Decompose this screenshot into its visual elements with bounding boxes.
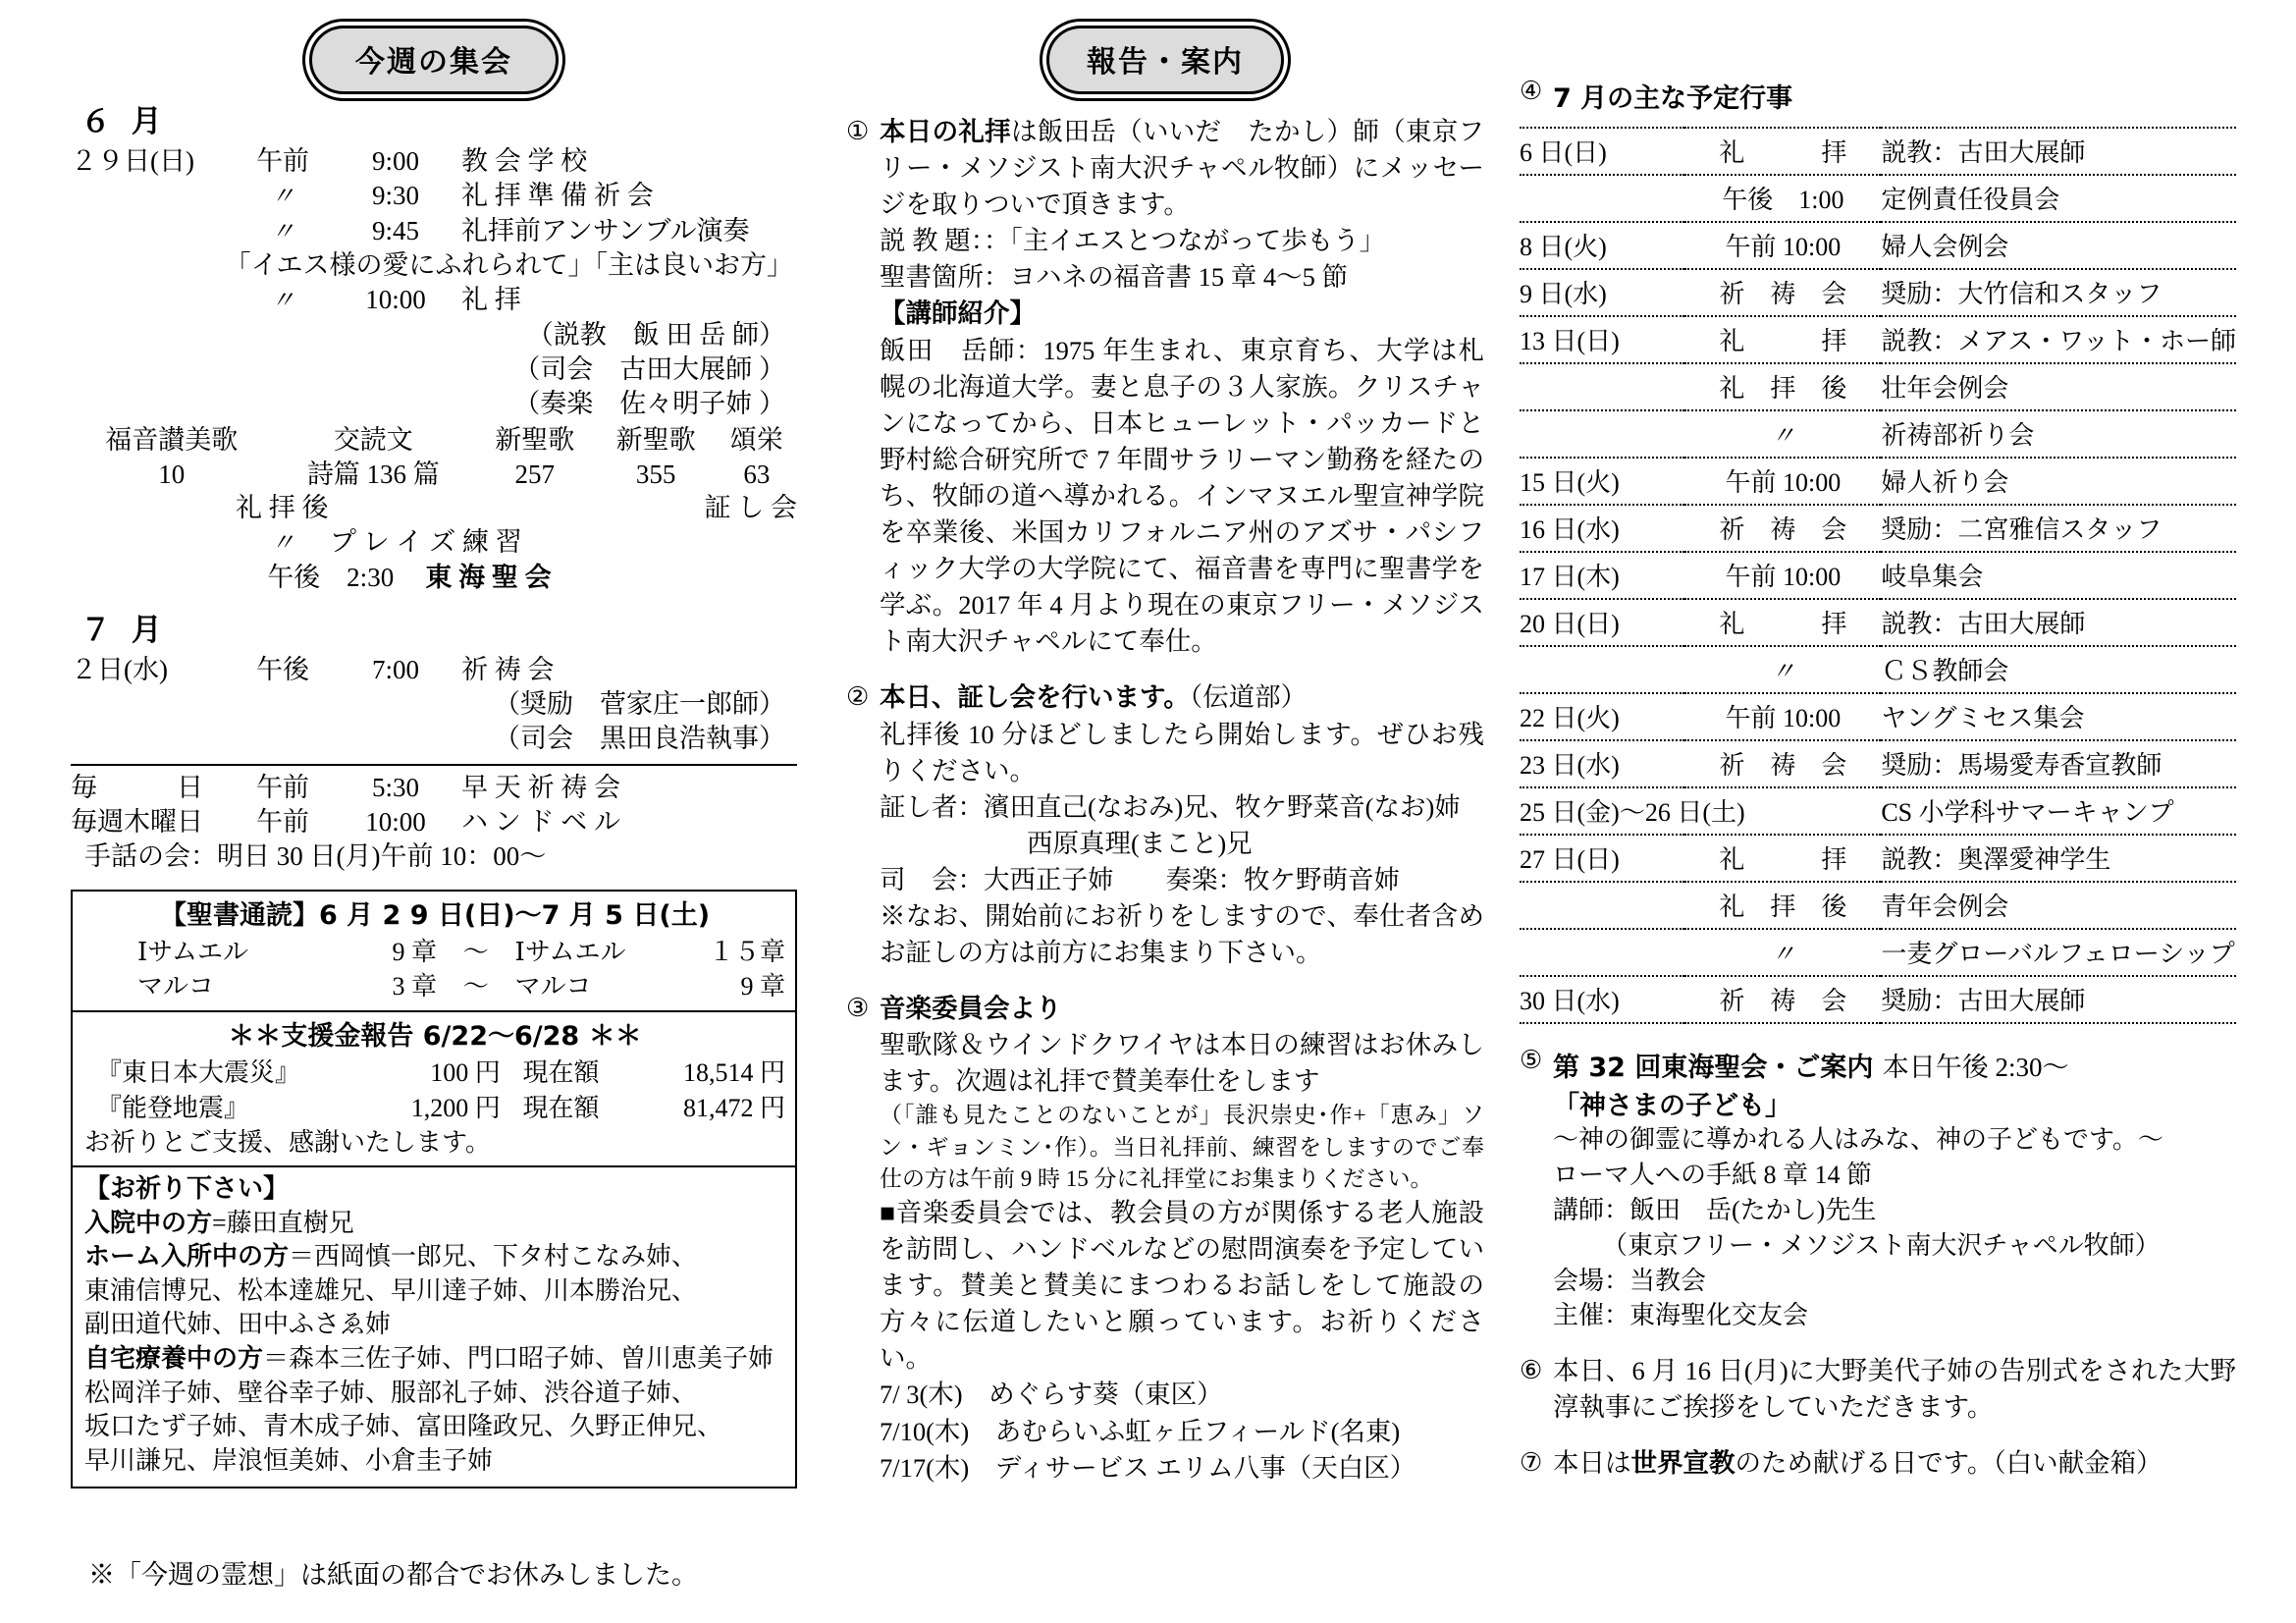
section-5-title-rest: 本日午後 2:30～ [1882,1053,2069,1082]
evt-3-desc: 奨励：大竹信和スタッフ [1881,280,2163,308]
evt-9-date: 17 日(木) [1520,563,1620,591]
section-7 [1520,1445,2236,1482]
table-row [1520,222,2236,269]
table-row [1520,552,2236,599]
fund-row0-name: 『東日本大震災』 [96,1058,301,1088]
section-6-text: 本日、6 月 16 日(月)に大野美代子姉の告別式をされた大野淳執事にご挨拶をしていただきます。 [1553,1356,2236,1423]
evt-5-date [1520,363,1684,410]
table-row [1520,976,2236,1023]
evt-16-time: 礼 拝 後 [1719,893,1847,921]
evt-13-date: 23 日(水) [1520,751,1620,780]
section-5-line: 主催：東海聖化交友会 [1553,1301,1809,1330]
table-row [1520,316,2236,363]
announcements-pill: 報告・案内 [1046,26,1284,94]
june-row1-time: 9:30 [371,181,419,211]
bible-row1-ch1: 3 章 [392,971,438,1001]
table-row [71,179,797,214]
fund-report-note: お祈りとご支援、感謝いたします。 [84,1127,491,1157]
evt-13-desc: 奨励：馬場愛寿香宣教師 [1881,751,2163,780]
prayer-group-1-sep: ＝ [289,1242,315,1271]
weekly-1-event: ハ ン ド ベ ル [461,807,620,838]
evt-17-desc: 一麦グローバルフェローシップ [1881,940,2235,968]
evt-11-desc: ＣＳ教師会 [1881,657,2009,685]
evt-5-time: 礼 拝 後 [1719,374,1847,403]
table-row [1520,646,2236,693]
prayer-request-box [71,1167,797,1488]
evt-16-date [1520,882,1684,929]
weekly-0-ampm: 午前 [256,773,309,803]
fund-row0-current: 18,514 円 [682,1058,785,1088]
fund-row1-name: 『能登地震』 [96,1093,250,1122]
evt-17-time: 〃 [1770,942,1795,968]
fund-row1-label: 現在額 [522,1093,600,1122]
june-song-titles: 「イエス様の愛にふれられて」「主は良いお方」 [224,250,793,281]
section-4-title: 7 月の主な予定行事 [1553,83,1793,114]
weekly-1-ampm: 午前 [256,807,309,838]
evt-14-span: 25 日(金)～26 日(土) [1520,798,1745,827]
evt-8-desc: 奨励：二宮雅信スタッフ [1881,515,2163,544]
bible-row1-ch2: 9 章 [740,971,786,1001]
left-column [71,0,797,1592]
section-7-number: ⑦ [1520,1448,1543,1478]
june-row2-time: 9:45 [371,215,419,245]
hymn-table [71,423,797,491]
announcement-3-small-para: （「誰も見たことのないことが」長沢崇史･作+「恵み」ソン・ギョンミン･作）。当日礼拝前、練習をしますのでご奉仕の方は午前 9 時 15 分に礼拝堂にお集まりください。 [880,1103,1484,1191]
hymn-header-row [71,423,797,458]
june-worship-event: 礼 拝 [461,285,521,315]
evt-11-time: 〃 [1770,659,1795,685]
hymn-value-1: 詩篇 136 篇 [306,459,440,489]
announcement-2-witnesses: 証し者：濱田直己(なおみ)兄、牧ケ野菜音(なお)姉 [880,791,1461,822]
announcement-3-para: 聖歌隊＆ウインドクワイヤは本日の練習はお休みします。次週は礼拝で賛美奉仕をします [880,1030,1484,1097]
section-5-number: ⑤ [1520,1046,1543,1074]
hymn-header-1: 交読文 [333,424,413,455]
evt-16-desc: 青年会例会 [1881,893,2009,921]
evt-8-date: 16 日(水) [1520,515,1620,544]
announcement-item-3 [846,991,1484,1487]
prayer-group-2-label: 自宅療養中の方 [84,1343,264,1374]
announcement-3-para2: ■音楽委員会では、教会員の方が関係する老人施設を訪問し、ハンドベルなどの慰問演奏を予定しています。賛美と賛美にまつわるお話しをして施設の方々に伝道したいと願っています。お祈りください。 [880,1198,1484,1374]
evt-14-desc: CS 小学科サマーキャンプ [1881,798,2174,827]
bible-reading-box [71,890,797,1011]
table-row [71,283,797,318]
table-row [71,144,797,179]
evt-7-desc: 婦人祈り会 [1881,468,2009,497]
announcement-1-subhead: 【講師紹介】 [880,298,1036,330]
after-worship-0-left: 礼 拝 後 [236,493,329,523]
announcement-1-bio: 飯田 岳師：1975 年生まれ、東京育ち、大学は札幌の北海道大学。妻と息子の３人家族。クリスチャンになってから、日本ヒューレット・パッカードと野村総合研究所で 7 年間サラリーマン勤務を経たのち、牧師の道へ導かれる。インマヌエル聖宣神学院を卒業後、米国カリフォルニア州のアズサ・パシフィック大学の大学院にて、福音書を専門に聖書学を学ぶ。2017 年 4 月より現在の東京フリー・メソジスト南大沢チャペルにて奉仕。 [880,335,1484,657]
july-schedule-table [71,653,797,687]
evt-4-date: 13 日(日) [1520,327,1620,355]
section-4-heading [1520,77,2236,115]
evt-6-date [1520,410,1684,458]
evt-11-date [1520,646,1684,693]
table-row [1520,693,2236,740]
announcement-2-tail: ※なお、開始前にお祈りをしますので、奉仕者含めお証しの方は前方にお集まり下さい。 [880,900,1484,968]
announcement-2-lead-rest: （伝道部） [1189,682,1308,713]
section-5-subtitle: 「神さまの子ども」 [1553,1091,1791,1121]
month-heading-june: ６ 月 [80,104,167,139]
table-row [1520,599,2236,646]
june-row0-time: 9:00 [371,146,419,176]
right-column [1520,0,2240,1483]
bible-row0-ch2: １５章 [709,937,786,966]
month-heading-july: ７ 月 [80,612,167,648]
evt-18-date: 30 日(水) [1520,987,1620,1015]
hymn-header-4: 頌栄 [729,424,783,455]
prayer-group-homecare [84,1342,785,1377]
june-row0-ampm: 午前 [256,146,309,176]
evt-15-time: 礼 拝 [1719,845,1847,874]
prayer-group-1-extra: 副田道代姉、田中ふさゑ姉 [84,1310,392,1339]
middle-column [846,0,1484,1487]
evt-12-time: 午前 10:00 [1725,704,1842,732]
announcement-1-lead-rest: は飯田岳（いいだ たかし）師（東京フリー・メソジスト南大沢チャペル牧師）にメッセージを取りついで頂きます。 [880,117,1485,220]
weekly-0-time: 5:30 [371,773,419,803]
section-5-body [1520,1122,2240,1333]
fund-row1-amount: 1,200 円 [410,1093,501,1122]
after-worship-1-right: プ レ イ ズ 練 習 [330,527,522,558]
announcement-3-number: ③ [846,994,870,1023]
announcement-3-visit: 7/17(木) ディサービス エリム八事（天白区） [880,1452,1416,1483]
table-row [71,214,797,249]
fund-report-box [71,1012,797,1168]
prayer-group-0-names: 藤田直樹兄 [226,1208,354,1237]
table-row [1520,505,2236,552]
prayer-group-2-extra: 松岡洋子姉、壁谷幸子姉、服部礼子姉、渋谷道子姉、 [84,1378,698,1407]
announcement-3-visit: 7/10(木) あむらいふ虹ヶ丘フィールド(名東) [880,1416,1401,1446]
table-row [1520,787,2236,835]
bible-reading-row [84,970,785,1004]
july-row0-event: 祈 祷 会 [461,654,555,684]
announcement-2-lead [880,679,1484,716]
fund-row [84,1091,785,1125]
table-row [71,561,797,595]
announcement-1-scripture: 聖書箇所：ヨハネの福音書 15 章 4～5 節 [880,262,1348,293]
table-row [1520,269,2236,316]
section-7-bold: 世界宣教 [1630,1448,1735,1480]
table-row [71,653,797,687]
weekly-1-label: 毎週木曜日 [71,807,203,838]
divider-rule [71,764,797,766]
evt-1-desc: 定例責任役員会 [1881,186,2060,214]
hymn-header-3: 新聖歌 [615,424,696,455]
table-row [71,771,797,805]
june-schedule-table [71,144,797,248]
fund-report-title: ＊＊支援金報告 6/22～6/28 ＊＊ [228,1020,642,1052]
hymn-value-2: 257 [514,459,555,489]
june-role-preacher: （説教 飯 田 岳 師） [526,319,785,350]
fund-row1-current: 81,472 円 [682,1093,785,1122]
table-row [1520,128,2236,175]
bible-row0-book1: Ⅰサムエル [137,937,248,966]
evt-7-time: 午前 10:00 [1725,468,1842,497]
hymn-value-0: 10 [158,459,186,489]
evt-4-desc: 説教：メアス・ワット・ホー師 [1881,327,2236,355]
announcement-1-sermon-title: 説 教 題：：「主イエスとつながって歩もう」 [880,226,1386,256]
announcement-3-lead-bold: 音楽委員会より [880,994,1062,1025]
june-row0-event: 教 会 学 校 [461,146,588,176]
evt-17-date [1520,929,1684,976]
bible-row0-ch1: 9 章 [392,937,438,966]
prayer-group-2-extra: 坂口たず子姉、青木成子姉、富田隆政兄、久野正伸兄、 [84,1412,723,1441]
announcement-item-1 [846,114,1484,660]
section-6 [1520,1353,2236,1426]
announcement-3-visit: 7/ 3(木) めぐらす葵（東区） [880,1380,1223,1410]
table-row [1520,410,2236,458]
july-role-chair: （司会 黒田良浩執事） [494,723,785,753]
weekly-0-event: 早 天 祈 祷 会 [461,773,620,803]
evt-9-desc: 岐阜集会 [1881,563,1984,591]
june-worship-table [71,283,797,318]
weekly-meetings-heading-wrap [71,0,797,94]
prayer-group-1-extra: 東浦信博兄、松本達雄兄、早川達子姉、川本勝治兄、 [84,1275,698,1305]
evt-4-time: 礼 拝 [1719,327,1847,355]
evt-15-desc: 説教：奥澤愛神学生 [1881,845,2111,874]
july-row0-time: 7:00 [371,654,419,684]
hymn-value-4: 63 [743,459,771,489]
sign-language-meeting: 手話の会：明日 30 日(月)午前 10：00～ [84,841,547,872]
july-row0-ampm: 午後 [256,654,309,684]
table-row [71,525,797,561]
prayer-group-1-names: 西岡慎一郎兄、下タ村こなみ姉、 [314,1242,698,1271]
evt-2-date: 8 日(火) [1520,233,1607,261]
hymn-value-row [71,458,797,492]
evt-18-time: 祈 祷 会 [1719,987,1847,1015]
evt-8-time: 祈 祷 会 [1719,515,1847,544]
bible-row1-tilde: ～ [462,971,489,1001]
after-worship-2-right: 東 海 聖 会 [425,562,552,592]
prayer-box-title: 【お祈り下さい】 [84,1174,290,1205]
evt-0-date: 6 日(日) [1520,138,1607,167]
evt-6-desc: 祈祷部祈り会 [1881,421,2035,450]
fund-row [84,1055,785,1090]
prayer-group-1-label: ホーム入所中の方 [84,1242,290,1272]
evt-18-desc: 奨励：古田大展師 [1881,987,2086,1015]
section-5-line: ～神の御霊に導かれる人はみな、神の子どもです。～ ローマ人への手紙 8 章 14 節 [1553,1125,2240,1189]
evt-2-time: 午前 10:00 [1725,233,1842,261]
bible-row1-book1: マルコ [137,971,215,1001]
announcement-2-witness-extra: 西原真理(まこと)兄 [1027,828,1253,858]
table-row [1520,458,2236,505]
table-row [1520,175,2236,222]
july-row0-date: ２日(水) [71,654,168,684]
fund-row0-label: 現在額 [522,1058,600,1088]
evt-6-time: 〃 [1770,423,1795,450]
bible-row1-book2: マルコ [514,971,592,1001]
prayer-group-2-extra: 早川謙兄、岸浪恒美姉、小倉圭子姉 [84,1445,494,1475]
prayer-group-2-names: 森本三佐子姉、門口昭子姉、曽川恵美子姉 [289,1343,774,1373]
table-row [1520,363,2236,410]
june-row2-ampm: 〃 [270,218,295,245]
evt-5-desc: 壮年会例会 [1881,374,2009,403]
evt-13-time: 祈 祷 会 [1719,751,1847,780]
june-worship-ampm: 〃 [270,288,295,315]
june-row1-ampm: 〃 [270,184,295,211]
prayer-group-0-sep: = [212,1208,227,1237]
evt-0-time: 礼 拝 [1719,138,1847,167]
evt-10-date: 20 日(日) [1520,610,1620,638]
announcement-2-number: ② [846,682,870,712]
evt-0-desc: 説教：古田大展師 [1881,138,2086,167]
bible-reading-row [84,936,785,970]
june-role-chair: （司会 古田大展師 ） [513,353,785,384]
after-worship-0-right: 証 し 会 [704,493,797,523]
section-4-number: ④ [1520,77,1543,105]
evt-1-date [1520,175,1684,222]
announcement-2-roles: 司 会：大西正子姉 奏楽：牧ケ野萌音姉 [880,864,1400,894]
section-5-heading [1520,1046,2236,1122]
prayer-group-hospital [84,1207,785,1241]
evt-10-time: 礼 拝 [1719,610,1847,638]
july-events-table [1520,127,2236,1024]
announcement-item-2 [846,679,1484,971]
prayer-group-2-sep: ＝ [263,1343,290,1373]
july-role-speaker: （奨励 菅家庄一郎師） [494,688,785,719]
bible-row0-book2: Ⅰサムエル [514,937,626,966]
table-row [71,491,797,525]
june-worship-time: 10:00 [365,285,426,315]
evt-12-date: 22 日(火) [1520,704,1620,732]
section-6-number: ⑥ [1520,1356,1543,1385]
section-5-title: 第 32 回東海聖会・ご案内 [1553,1053,1874,1083]
june-row1-event: 礼 拝 準 備 祈 会 [461,181,654,211]
weekly-meetings-pill: 今週の集会 [309,26,559,94]
june-role-organist: （奏楽 佐々明子姉 ） [513,388,785,418]
evt-9-time: 午前 10:00 [1725,563,1842,591]
after-worship-2-left: 午後 2:30 [267,562,395,592]
evt-10-desc: 説教：古田大展師 [1881,610,2086,638]
hymn-value-3: 355 [635,459,676,489]
after-worship-table [71,491,797,595]
table-row [1520,835,2236,882]
evt-15-date: 27 日(日) [1520,845,1620,874]
evt-7-date: 15 日(火) [1520,468,1620,497]
weekly-1-time: 10:00 [365,807,426,838]
section-7-text [1553,1445,2236,1482]
table-row [1520,929,2236,976]
left-column-footnote: ※「今週の霊想」は紙面の都合でお休みしました。 [88,1560,698,1591]
june-row2-event: 礼拝前アンサンブル演奏 [461,215,750,245]
section-5-line: 講師：飯田 岳(たかし)先生 [1553,1195,1877,1224]
hymn-header-0: 福音讃美歌 [105,424,239,455]
evt-2-desc: 婦人会例会 [1881,233,2009,261]
announcement-1-lead-bold: 本日の礼拝 [880,117,1011,147]
table-row [1520,740,2236,787]
june-row0-date: ２９日(日) [71,146,194,176]
table-row [1520,882,2236,929]
evt-3-date: 9 日(水) [1520,280,1607,308]
section-7-lead: 本日は [1553,1448,1631,1479]
section-5-line: 会場：当教会 [1553,1266,1707,1295]
evt-12-desc: ヤングミセス集会 [1881,704,2085,732]
after-worship-1-left: 〃 [270,530,295,558]
table-row [71,805,797,839]
section-5-line: （東京フリー・メソジスト南大沢チャペル牧師） [1602,1230,2161,1260]
prayer-group-home [84,1240,785,1274]
hymn-header-2: 新聖歌 [495,424,575,455]
prayer-group-0-label: 入院中の方 [84,1208,213,1238]
weekly-schedule-table [71,771,797,839]
announcement-2-lead-bold: 本日、証し会を行います。 [880,682,1190,714]
announcements-heading-wrap [846,0,1484,94]
bible-row0-tilde: ～ [462,937,489,966]
announcement-2-para: 礼拝後 10 分ほどしましたら開始します。ぜひお残りください。 [880,719,1484,785]
weekly-0-label: 毎 日 [71,773,203,803]
bible-reading-title: 【聖書通読】6 月 2 9 日(日)～7 月 5 日(土) [159,900,711,932]
announcement-1-number: ① [846,117,870,145]
evt-1-time: 午後 1:00 [1722,186,1844,214]
section-7-rest: のため献げる日です。（白い献金箱） [1735,1448,2163,1479]
evt-3-time: 祈 祷 会 [1719,280,1847,308]
announcement-1-lead [880,114,1484,223]
fund-row0-amount: 100 円 [430,1058,501,1088]
